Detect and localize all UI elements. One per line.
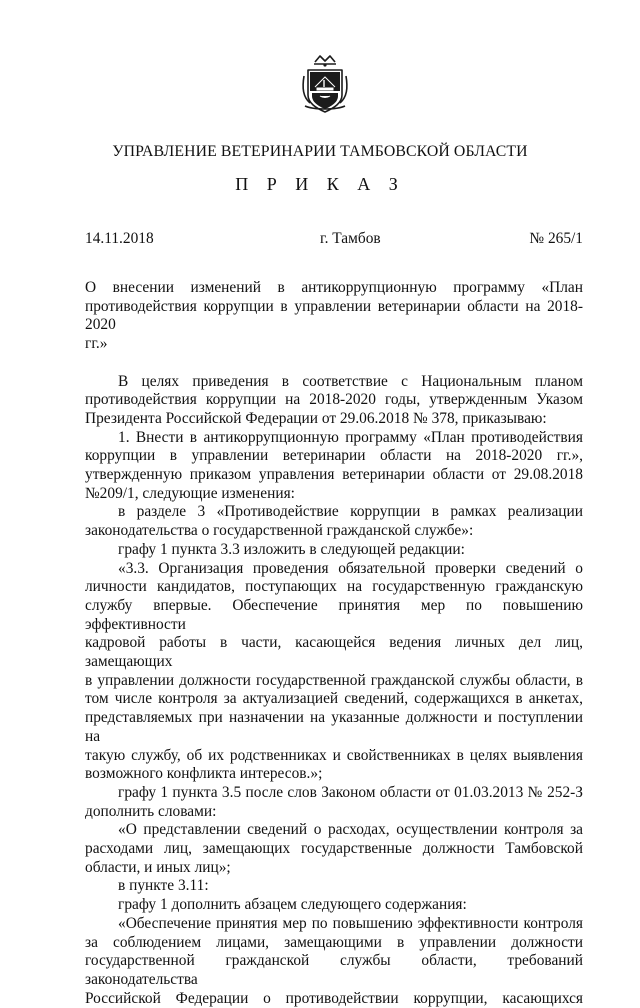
text-line: законодательства о государственной гражданской службе»: [85, 522, 474, 540]
subject-line: гг.» [85, 335, 108, 353]
text-line: Президента Российской Федерации от 29.06.2018 № 378, приказываю: [85, 409, 547, 427]
text-line: коррупции в управлении ветеринарии области на 2018-2020 гг.», [85, 447, 583, 465]
text-line: личности кандидатов, поступающих на государственную гражданскую [85, 578, 583, 596]
order-number: № 265/1 [529, 230, 583, 247]
text-line: кадровой работы в части, касающейся ведения личных дел лиц, замещающих [85, 634, 583, 671]
tambov-coat-of-arms-icon [294, 52, 356, 116]
order-city: г. Тамбов [320, 230, 381, 247]
order-subject [85, 279, 583, 354]
text-line: том числе контроля за актуализацией сведений, содержащихся в анкетах, [85, 690, 583, 708]
text-line: графу 1 пункта 3.3 изложить в следующей редакции: [118, 540, 465, 558]
item-3-11-text [85, 915, 583, 1008]
text-line: в управлении должности государственной гражданской службы области, в [85, 671, 583, 689]
text-line: за соблюдением лицами, замещающими в управлении должности [85, 933, 583, 951]
text-line: В целях приведения в соответствие с Национальным планом [118, 372, 583, 390]
text-line: возможного конфликта интересов.»; [85, 765, 323, 783]
text-line: графу 1 дополнить абзацем следующего содержания: [118, 896, 467, 914]
preamble-paragraph [85, 373, 583, 429]
text-line: дополнить словами: [85, 802, 217, 820]
item-3-11-intro [85, 877, 583, 896]
text-line: 1. Внести в антикоррупционную программу «План противодействия [118, 428, 583, 446]
item-3-11-column-intro [85, 896, 583, 915]
text-line: Российской Федерации о противодействии коррупции, касающихся [85, 989, 583, 1007]
text-line: противодействия коррупции на 2018-2020 годы, утвержденным Указом [85, 391, 583, 409]
clause-1-paragraph [85, 429, 583, 504]
subject-line: противодействия коррупции в управлении ветеринарии области на 2018-2020 [85, 297, 583, 334]
text-line: службу впервые. Обеспечение принятия мер по повышению эффективности [85, 596, 583, 633]
text-line: №209/1, следующие изменения: [85, 484, 295, 502]
text-line: в пункте 3.11: [118, 877, 209, 895]
item-3-3-intro [85, 541, 583, 560]
text-line: утвержденную приказом управления ветеринарии области от 29.08.2018 [85, 466, 583, 484]
text-line: графу 1 пункта 3.5 после слов Законом области от 01.03.2013 № 252-З [118, 783, 583, 801]
item-3-3-text [85, 560, 583, 784]
text-line: «О представлении сведений о расходах, осуществлении контроля за [118, 821, 583, 839]
subject-line: О внесении изменений в антикоррупционную программу «План [85, 279, 583, 296]
text-line: области, и иных лиц»; [85, 858, 231, 876]
order-body [85, 279, 583, 1008]
item-3-5-intro [85, 784, 583, 821]
text-line: «3.3. Организация проведения обязательной проверки сведений о [118, 559, 583, 577]
section-3-paragraph [85, 503, 583, 540]
text-line: в разделе 3 «Противодействие коррупции в рамках реализации [118, 503, 583, 521]
text-line: государственной гражданской службы области, требований законодательства [85, 952, 583, 988]
text-line: расходами лиц, замещающих государственные должности Тамбовской [85, 840, 583, 858]
document-type: П Р И К А З [235, 174, 405, 194]
text-line: такую службу, об их родственниках и свойственниках в целях выявления [85, 746, 583, 764]
item-3-5-text [85, 821, 583, 877]
text-line: «Обеспечение принятия мер по повышению эффективности контроля [118, 914, 583, 932]
order-date: 14.11.2018 [85, 230, 154, 247]
agency-name: УПРАВЛЕНИЕ ВЕТЕРИНАРИИ ТАМБОВСКОЙ ОБЛАСТИ [112, 143, 528, 160]
text-line: представляемых при назначении на указанные должности и поступлении на [85, 709, 583, 745]
